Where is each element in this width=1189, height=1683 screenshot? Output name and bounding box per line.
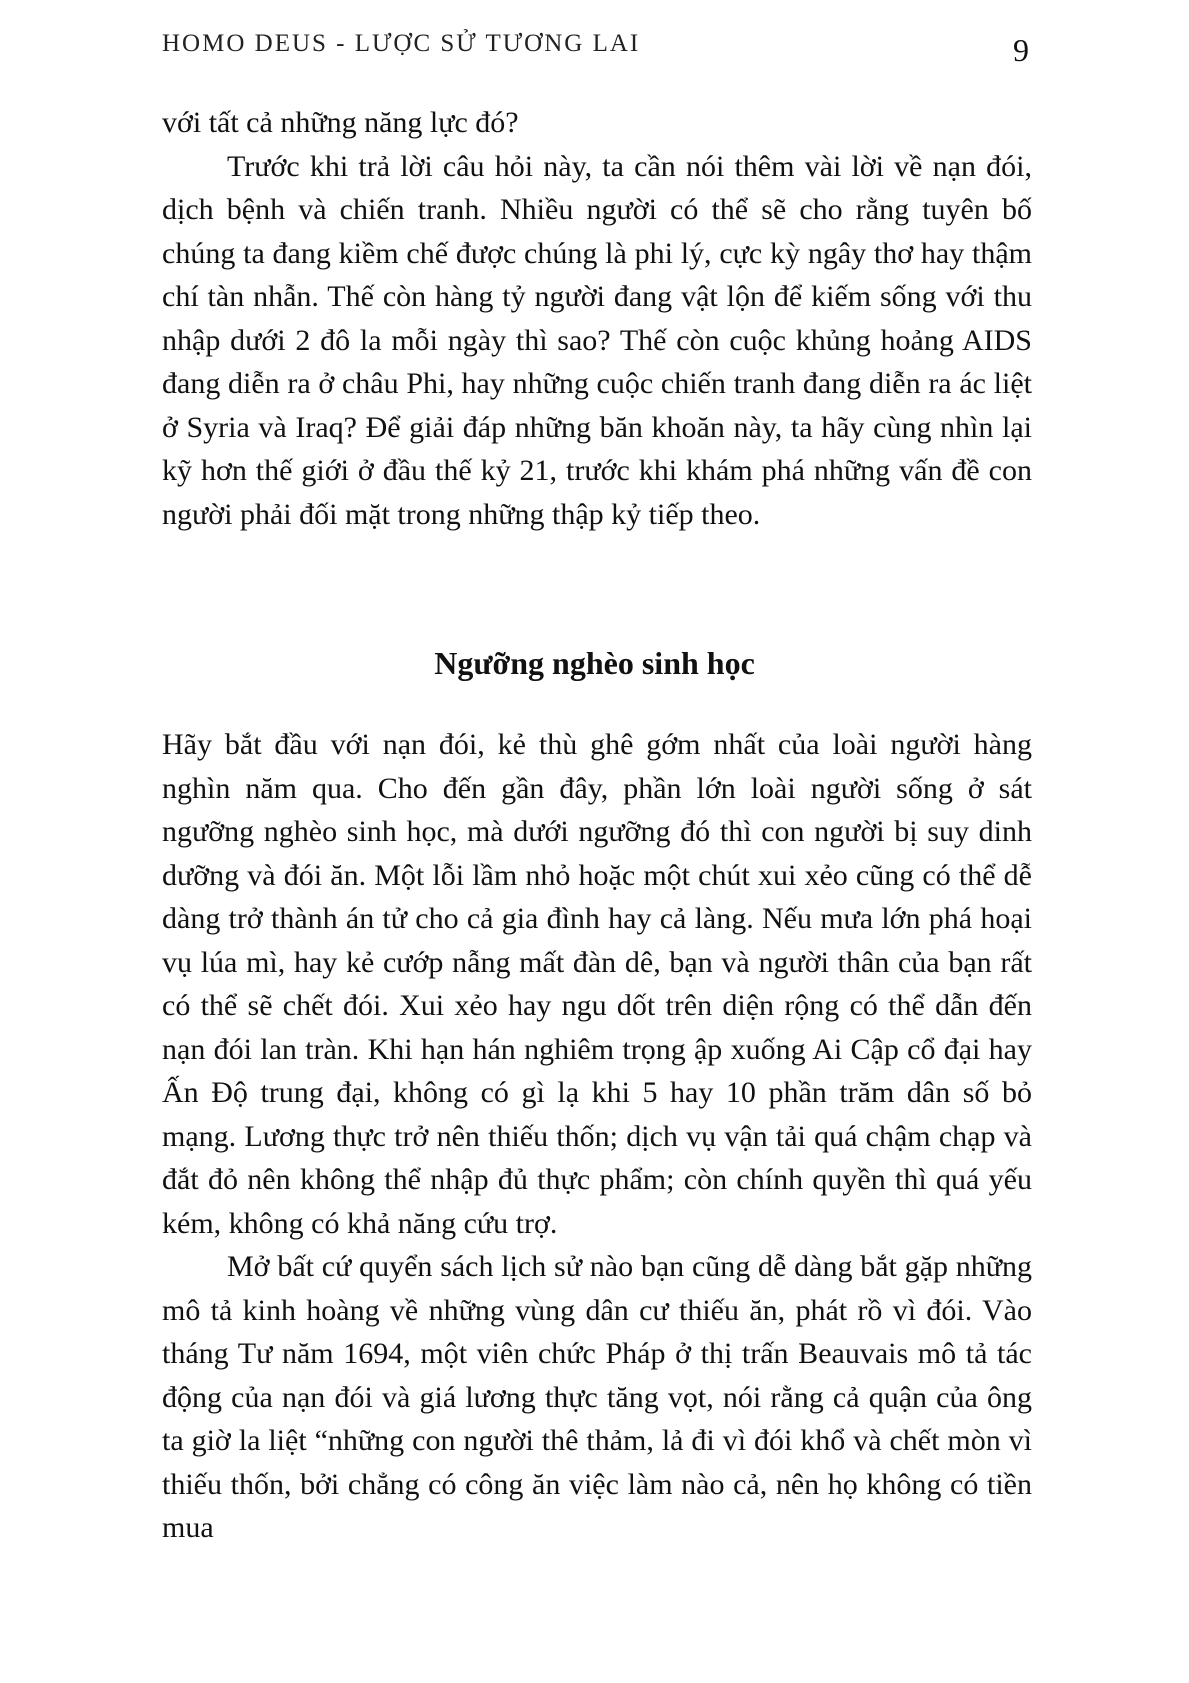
running-title: HOMO DEUS - LƯỢC SỬ TƯƠNG LAI — [162, 30, 641, 57]
page-number: 9 — [1013, 32, 1029, 68]
paragraph: Mở bất cứ quyển sách lịch sử nào bạn cũng dễ dàng bắt gặp những mô tả kinh hoàng về những vùng dân cư thiếu ăn, phát rồ vì đói. Vào tháng Tư năm 1694, một viên chức Pháp ở thị trấn Beauvais mô tả tác động của nạn đói và giá lương thực tăng vọt, nói rằng cả quận của ông ta giờ la liệt “những con người thê thảm, lả đi vì đói khổ và chết mòn vì thiếu thốn, bởi chẳng có công ăn việc làm nào cả, nên họ không có tiền mua — [162, 1250, 1032, 1544]
paragraph: Trước khi trả lời câu hỏi này, ta cần nói thêm vài lời về nạn đói, dịch bệnh và chiến tranh. Nhiều người có thể sẽ cho rằng tuyên bố chúng ta đang kiềm chế được chúng là phi lý, cực kỳ ngây thơ hay thậm chí tàn nhẫn. Thế còn hàng tỷ người đang vật lộn để kiếm sống với thu nhập dưới 2 đô la mỗi ngày thì sao? Thế còn cuộc khủng hoảng AIDS đang diễn ra ở châu Phi, hay những cuộc chiến tranh đang diễn ra ác liệt ở Syria và Iraq? Để giải đáp những băn khoăn này, ta hãy cùng nhìn lại kỹ hơn thế giới ở đầu thế kỷ 21, trước khi khám phá những vấn đề con người phải đối mặt trong những thập kỷ tiếp theo. — [162, 149, 1032, 531]
section-text-block — [162, 723, 1032, 1550]
paragraph-continuation: với tất cả những năng lực đó? — [162, 106, 519, 139]
section-heading: Ngưỡng nghèo sinh học — [434, 645, 755, 681]
paragraph: Hãy bắt đầu với nạn đói, kẻ thù ghê gớm nhất của loài người hàng nghìn năm qua. Cho đến gần đây, phần lớn loài người sống ở sát ngưỡng nghèo sinh học, mà dưới ngưỡng đó thì con người bị suy dinh dưỡng và đói ăn. Một lỗi lầm nhỏ hoặc một chút xui xẻo cũng có thể dễ dàng trở thành án tử cho cả gia đình hay cả làng. Nếu mưa lớn phá hoại vụ lúa mì, hay kẻ cướp nẫng mất đàn dê, bạn và người thân của bạn rất có thể sẽ chết đói. Xui xẻo hay ngu dốt trên diện rộng có thể dẫn đến nạn đói lan tràn. Khi hạn hán nghiêm trọng ập xuống Ai Cập cổ đại hay Ấn Độ trung đại, không có gì lạ khi 5 hay 10 phần trăm dân số bỏ mạng. Lương thực trở nên thiếu thốn; dịch vụ vận tải quá chậm chạp và đắt đỏ nên không thể nhập đủ thực phẩm; còn chính quyền thì quá yếu kém, không có khả năng cứu trợ. — [162, 728, 1032, 1240]
opening-text-block — [162, 101, 1032, 536]
